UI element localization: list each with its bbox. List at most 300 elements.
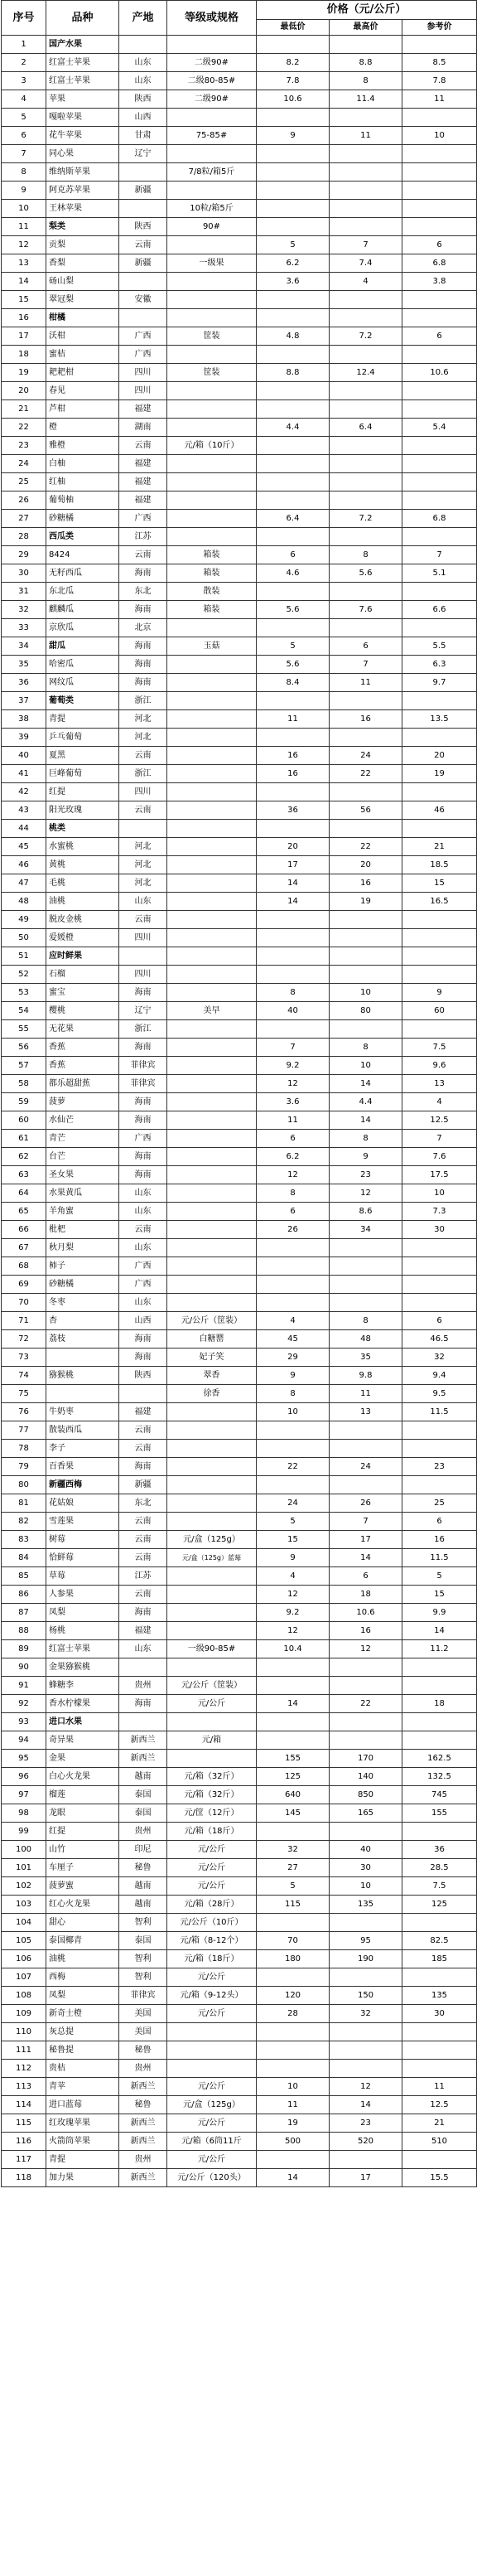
cell-high-price: 14	[330, 1075, 402, 1093]
cell-name: 香梨	[46, 254, 119, 273]
cell-ref-price: 5	[402, 1567, 477, 1586]
table-row	[2, 473, 477, 491]
cell-name: 李子	[46, 1440, 119, 1458]
cell-ref-price	[402, 1677, 477, 1695]
cell-low-price	[257, 1713, 330, 1731]
cell-high-price: 140	[330, 1768, 402, 1786]
cell-high-price: 8.6	[330, 1203, 402, 1221]
cell-name: 青芒	[46, 1130, 119, 1148]
col-header-no: 序号	[2, 1, 46, 36]
cell-origin: 云南	[119, 437, 167, 455]
cell-high-price	[330, 1020, 402, 1039]
header-row	[2, 1, 477, 20]
cell-grade	[167, 1257, 257, 1276]
cell-low-price	[257, 729, 330, 747]
cell-low-price: 9	[257, 1367, 330, 1385]
cell-name: 菠萝	[46, 1093, 119, 1111]
cell-grade	[167, 528, 257, 546]
table-row	[2, 1002, 477, 1020]
cell-origin: 福建	[119, 400, 167, 419]
cell-no: 34	[2, 637, 46, 656]
cell-high-price: 6	[330, 637, 402, 656]
cell-name: 龙眼	[46, 1804, 119, 1823]
table-row	[2, 2133, 477, 2151]
cell-high-price: 56	[330, 801, 402, 820]
cell-grade: 75-85#	[167, 127, 257, 145]
cell-origin: 智利	[119, 1968, 167, 1987]
cell-no: 94	[2, 1731, 46, 1750]
cell-low-price: 3.6	[257, 273, 330, 291]
cell-no: 54	[2, 1002, 46, 1020]
cell-grade: 二级90#	[167, 54, 257, 72]
cell-ref-price: 7	[402, 1130, 477, 1148]
cell-no: 45	[2, 838, 46, 856]
table-row	[2, 309, 477, 327]
cell-no: 46	[2, 856, 46, 874]
cell-grade: 二级90#	[167, 90, 257, 109]
table-row	[2, 1586, 477, 1604]
table-row	[2, 1148, 477, 1166]
cell-grade	[167, 1111, 257, 1130]
cell-name: 加力果	[46, 2169, 119, 2187]
cell-high-price	[330, 1713, 402, 1731]
cell-name: 乒乓葡萄	[46, 729, 119, 747]
cell-name: 王林苹果	[46, 200, 119, 218]
cell-name: 夏黑	[46, 747, 119, 765]
cell-no: 9	[2, 182, 46, 200]
cell-high-price: 80	[330, 1002, 402, 1020]
cell-high-price: 7.2	[330, 327, 402, 346]
cell-name: 油桃	[46, 893, 119, 911]
cell-high-price: 34	[330, 1221, 402, 1239]
cell-grade: 元/公斤（10斤）	[167, 1914, 257, 1932]
cell-origin: 海南	[119, 1111, 167, 1130]
table-row	[2, 1567, 477, 1586]
cell-no: 39	[2, 729, 46, 747]
cell-origin: 新西兰	[119, 2169, 167, 2187]
cell-name: 杏	[46, 1312, 119, 1330]
cell-low-price: 5.6	[257, 601, 330, 619]
table-row	[2, 583, 477, 601]
cell-no: 8	[2, 163, 46, 182]
table-row	[2, 637, 477, 656]
table-row	[2, 984, 477, 1002]
cell-high-price	[330, 163, 402, 182]
cell-grade: 元/公斤（120头）	[167, 2169, 257, 2187]
cell-origin: 新西兰	[119, 2133, 167, 2151]
table-row	[2, 1622, 477, 1640]
cell-high-price	[330, 583, 402, 601]
cell-no: 74	[2, 1367, 46, 1385]
cell-ref-price	[402, 382, 477, 400]
table-row	[2, 1494, 477, 1513]
cell-origin: 越南	[119, 1896, 167, 1914]
cell-grade	[167, 1440, 257, 1458]
cell-ref-price: 6	[402, 1513, 477, 1531]
cell-ref-price: 11.2	[402, 1640, 477, 1658]
cell-low-price	[257, 528, 330, 546]
cell-ref-price	[402, 2023, 477, 2041]
cell-grade	[167, 1604, 257, 1622]
cell-no: 40	[2, 747, 46, 765]
cell-grade	[167, 1203, 257, 1221]
cell-ref-price: 9.6	[402, 1057, 477, 1075]
cell-no: 12	[2, 236, 46, 254]
table-row	[2, 674, 477, 692]
table-row	[2, 1257, 477, 1276]
cell-grade: 7/8粒/箱5斤	[167, 163, 257, 182]
cell-low-price	[257, 2060, 330, 2078]
cell-low-price	[257, 1914, 330, 1932]
cell-ref-price	[402, 1476, 477, 1494]
cell-grade	[167, 309, 257, 327]
cell-origin: 美国	[119, 2023, 167, 2041]
cell-ref-price	[402, 1968, 477, 1987]
cell-grade	[167, 273, 257, 291]
cell-grade: 二级80-85#	[167, 72, 257, 90]
cell-origin: 海南	[119, 1604, 167, 1622]
cell-grade: 筐装	[167, 364, 257, 382]
cell-no: 78	[2, 1440, 46, 1458]
cell-ref-price	[402, 1713, 477, 1731]
cell-low-price: 9.2	[257, 1057, 330, 1075]
cell-no: 51	[2, 947, 46, 966]
cell-name: 车厘子	[46, 1859, 119, 1877]
cell-low-price	[257, 1823, 330, 1841]
cell-ref-price	[402, 1239, 477, 1257]
cell-origin: 辽宁	[119, 145, 167, 163]
cell-high-price: 10	[330, 1877, 402, 1896]
cell-low-price	[257, 145, 330, 163]
cell-grade: 元/筐（12斤）	[167, 1804, 257, 1823]
table-row	[2, 1367, 477, 1385]
cell-low-price: 5	[257, 236, 330, 254]
cell-no: 57	[2, 1057, 46, 1075]
cell-ref-price	[402, 455, 477, 473]
cell-low-price: 7.8	[257, 72, 330, 90]
cell-ref-price: 6	[402, 236, 477, 254]
cell-low-price: 5	[257, 637, 330, 656]
cell-no: 73	[2, 1349, 46, 1367]
table-row	[2, 218, 477, 236]
cell-no: 55	[2, 1020, 46, 1039]
cell-ref-price	[402, 218, 477, 236]
table-row	[2, 36, 477, 54]
cell-origin: 广西	[119, 327, 167, 346]
table-row	[2, 2114, 477, 2133]
cell-high-price	[330, 1677, 402, 1695]
cell-low-price: 12	[257, 1622, 330, 1640]
cell-grade	[167, 491, 257, 510]
cell-name: 水仙芒	[46, 1111, 119, 1130]
cell-low-price: 14	[257, 893, 330, 911]
cell-ref-price: 4	[402, 1093, 477, 1111]
cell-low-price	[257, 36, 330, 54]
cell-no: 83	[2, 1531, 46, 1549]
cell-high-price: 8.8	[330, 54, 402, 72]
cell-high-price: 6	[330, 1567, 402, 1586]
cell-ref-price	[402, 309, 477, 327]
cell-grade	[167, 820, 257, 838]
cell-no: 85	[2, 1567, 46, 1586]
table-row	[2, 619, 477, 637]
cell-origin: 越南	[119, 1877, 167, 1896]
cell-high-price	[330, 619, 402, 637]
cell-no: 103	[2, 1896, 46, 1914]
cell-origin: 福建	[119, 491, 167, 510]
cell-no: 115	[2, 2114, 46, 2133]
cell-low-price	[257, 182, 330, 200]
cell-high-price: 10	[330, 984, 402, 1002]
cell-origin: 山东	[119, 893, 167, 911]
cell-grade	[167, 1494, 257, 1513]
cell-high-price: 12	[330, 1184, 402, 1203]
cell-name: 白柚	[46, 455, 119, 473]
cell-origin: 新西兰	[119, 2078, 167, 2096]
cell-no: 76	[2, 1403, 46, 1421]
cell-no: 27	[2, 510, 46, 528]
cell-origin	[119, 273, 167, 291]
cell-low-price: 36	[257, 801, 330, 820]
cell-high-price: 165	[330, 1804, 402, 1823]
cell-origin: 山西	[119, 1312, 167, 1330]
cell-low-price: 5.6	[257, 656, 330, 674]
table-row	[2, 747, 477, 765]
table-row	[2, 1640, 477, 1658]
cell-no: 101	[2, 1859, 46, 1877]
cell-name: 红柚	[46, 473, 119, 491]
cell-name: 柿子	[46, 1257, 119, 1276]
cell-high-price: 13	[330, 1403, 402, 1421]
cell-origin: 云南	[119, 1531, 167, 1549]
cell-low-price: 10.4	[257, 1640, 330, 1658]
cell-no: 61	[2, 1130, 46, 1148]
cell-no: 95	[2, 1750, 46, 1768]
cell-grade: 元/箱（18斤）	[167, 1950, 257, 1968]
cell-name: 砂糖橘	[46, 1276, 119, 1294]
cell-low-price	[257, 1294, 330, 1312]
cell-high-price: 17	[330, 2169, 402, 2187]
cell-high-price: 17	[330, 1531, 402, 1549]
cell-name: 哈密瓜	[46, 656, 119, 674]
cell-ref-price	[402, 200, 477, 218]
cell-no: 10	[2, 200, 46, 218]
cell-ref-price: 28.5	[402, 1859, 477, 1877]
cell-no: 5	[2, 109, 46, 127]
table-row	[2, 856, 477, 874]
cell-name: 樱桃	[46, 1002, 119, 1020]
cell-ref-price: 11.5	[402, 1549, 477, 1567]
cell-ref-price: 23	[402, 1458, 477, 1476]
cell-ref-price	[402, 692, 477, 710]
cell-grade: 翠香	[167, 1367, 257, 1385]
cell-ref-price: 12.5	[402, 2096, 477, 2114]
cell-high-price: 32	[330, 2005, 402, 2023]
cell-name: 杨桃	[46, 1622, 119, 1640]
table-row	[2, 2151, 477, 2169]
cell-name: 阿克苏苹果	[46, 182, 119, 200]
cell-name: 东北瓜	[46, 583, 119, 601]
cell-grade	[167, 36, 257, 54]
cell-no: 80	[2, 1476, 46, 1494]
cell-ref-price: 21	[402, 838, 477, 856]
cell-ref-price: 46	[402, 801, 477, 820]
cell-no: 69	[2, 1276, 46, 1294]
cell-grade	[167, 510, 257, 528]
cell-name: 凤梨	[46, 1604, 119, 1622]
cell-low-price: 10.6	[257, 90, 330, 109]
cell-high-price: 8	[330, 72, 402, 90]
cell-high-price: 10	[330, 1057, 402, 1075]
table-row	[2, 1731, 477, 1750]
cell-no: 114	[2, 2096, 46, 2114]
cell-no: 38	[2, 710, 46, 729]
table-row	[2, 1549, 477, 1567]
cell-origin: 菲律宾	[119, 1057, 167, 1075]
cell-origin: 云南	[119, 1221, 167, 1239]
cell-name: 红富士苹果	[46, 1640, 119, 1658]
cell-low-price: 9	[257, 1549, 330, 1567]
cell-low-price: 11	[257, 2096, 330, 2114]
cell-ref-price	[402, 1257, 477, 1276]
cell-low-price: 6.2	[257, 1148, 330, 1166]
cell-high-price: 18	[330, 1586, 402, 1604]
table-row	[2, 437, 477, 455]
cell-origin: 云南	[119, 1586, 167, 1604]
cell-ref-price	[402, 400, 477, 419]
table-row	[2, 546, 477, 564]
cell-no: 112	[2, 2060, 46, 2078]
cell-name: 爱媛橙	[46, 929, 119, 947]
cell-ref-price	[402, 1658, 477, 1677]
cell-ref-price	[402, 1731, 477, 1750]
cell-origin: 云南	[119, 747, 167, 765]
cell-name: 泰国椰青	[46, 1932, 119, 1950]
cell-high-price	[330, 820, 402, 838]
cell-no: 105	[2, 1932, 46, 1950]
cell-ref-price: 11.5	[402, 1403, 477, 1421]
cell-high-price	[330, 2151, 402, 2169]
cell-low-price: 26	[257, 1221, 330, 1239]
cell-grade	[167, 1713, 257, 1731]
cell-grade	[167, 182, 257, 200]
cell-grade	[167, 1093, 257, 1111]
cell-name: 雪莲果	[46, 1513, 119, 1531]
cell-grade	[167, 1239, 257, 1257]
cell-no: 107	[2, 1968, 46, 1987]
cell-name: 榴莲	[46, 1786, 119, 1804]
cell-name: 火箭筒苹果	[46, 2133, 119, 2151]
cell-no: 99	[2, 1823, 46, 1841]
table-row	[2, 2060, 477, 2078]
cell-grade: 妃子笑	[167, 1349, 257, 1367]
cell-name: 荔枝	[46, 1330, 119, 1349]
cell-low-price	[257, 583, 330, 601]
cell-high-price	[330, 1294, 402, 1312]
cell-high-price	[330, 528, 402, 546]
cell-grade: 元/盒（125g）蓝莓	[167, 1549, 257, 1567]
cell-ref-price: 132.5	[402, 1768, 477, 1786]
cell-name: 进口蓝莓	[46, 2096, 119, 2114]
cell-origin: 贵州	[119, 1677, 167, 1695]
cell-low-price	[257, 1440, 330, 1458]
cell-low-price	[257, 109, 330, 127]
table-row	[2, 419, 477, 437]
cell-grade	[167, 729, 257, 747]
cell-name: 国产水果	[46, 36, 119, 54]
table-row	[2, 1093, 477, 1111]
cell-origin: 新西兰	[119, 2114, 167, 2133]
cell-origin: 山东	[119, 72, 167, 90]
cell-name: 菠萝蜜	[46, 1877, 119, 1896]
cell-grade	[167, 1020, 257, 1039]
cell-origin: 海南	[119, 1039, 167, 1057]
cell-ref-price	[402, 619, 477, 637]
table-row	[2, 947, 477, 966]
cell-no: 17	[2, 327, 46, 346]
cell-origin: 广西	[119, 1257, 167, 1276]
cell-origin: 广西	[119, 510, 167, 528]
cell-grade	[167, 1130, 257, 1148]
table-row	[2, 1476, 477, 1494]
cell-no: 41	[2, 765, 46, 783]
table-row	[2, 656, 477, 674]
cell-origin: 广西	[119, 346, 167, 364]
cell-no: 49	[2, 911, 46, 929]
cell-no: 92	[2, 1695, 46, 1713]
cell-no: 3	[2, 72, 46, 90]
cell-name: 蜂糖李	[46, 1677, 119, 1695]
cell-low-price: 32	[257, 1841, 330, 1859]
cell-low-price: 45	[257, 1330, 330, 1349]
cell-no: 104	[2, 1914, 46, 1932]
cell-grade	[167, 1513, 257, 1531]
cell-grade: 美早	[167, 1002, 257, 1020]
cell-grade	[167, 1075, 257, 1093]
cell-no: 36	[2, 674, 46, 692]
cell-low-price	[257, 911, 330, 929]
table-row	[2, 2096, 477, 2114]
table-row	[2, 729, 477, 747]
cell-origin: 四川	[119, 382, 167, 400]
cell-high-price	[330, 1257, 402, 1276]
cell-no: 70	[2, 1294, 46, 1312]
cell-name: 京欣瓜	[46, 619, 119, 637]
table-body	[2, 36, 477, 2187]
cell-grade: 箱装	[167, 564, 257, 583]
cell-no: 117	[2, 2151, 46, 2169]
cell-origin: 泰国	[119, 1804, 167, 1823]
cell-grade	[167, 1039, 257, 1057]
cell-name: 新疆西梅	[46, 1476, 119, 1494]
cell-high-price: 11	[330, 1385, 402, 1403]
cell-origin: 云南	[119, 546, 167, 564]
cell-high-price	[330, 2041, 402, 2060]
cell-ref-price	[402, 2060, 477, 2078]
cell-origin: 安徽	[119, 291, 167, 309]
cell-origin: 海南	[119, 1166, 167, 1184]
cell-high-price: 35	[330, 1349, 402, 1367]
cell-grade	[167, 765, 257, 783]
cell-name: 葡萄类	[46, 692, 119, 710]
cell-name: 葡萄柚	[46, 491, 119, 510]
cell-origin: 陕西	[119, 218, 167, 236]
cell-name: 草莓	[46, 1567, 119, 1586]
table-row	[2, 1841, 477, 1859]
cell-no: 90	[2, 1658, 46, 1677]
table-row	[2, 1713, 477, 1731]
cell-ref-price: 7.5	[402, 1877, 477, 1896]
